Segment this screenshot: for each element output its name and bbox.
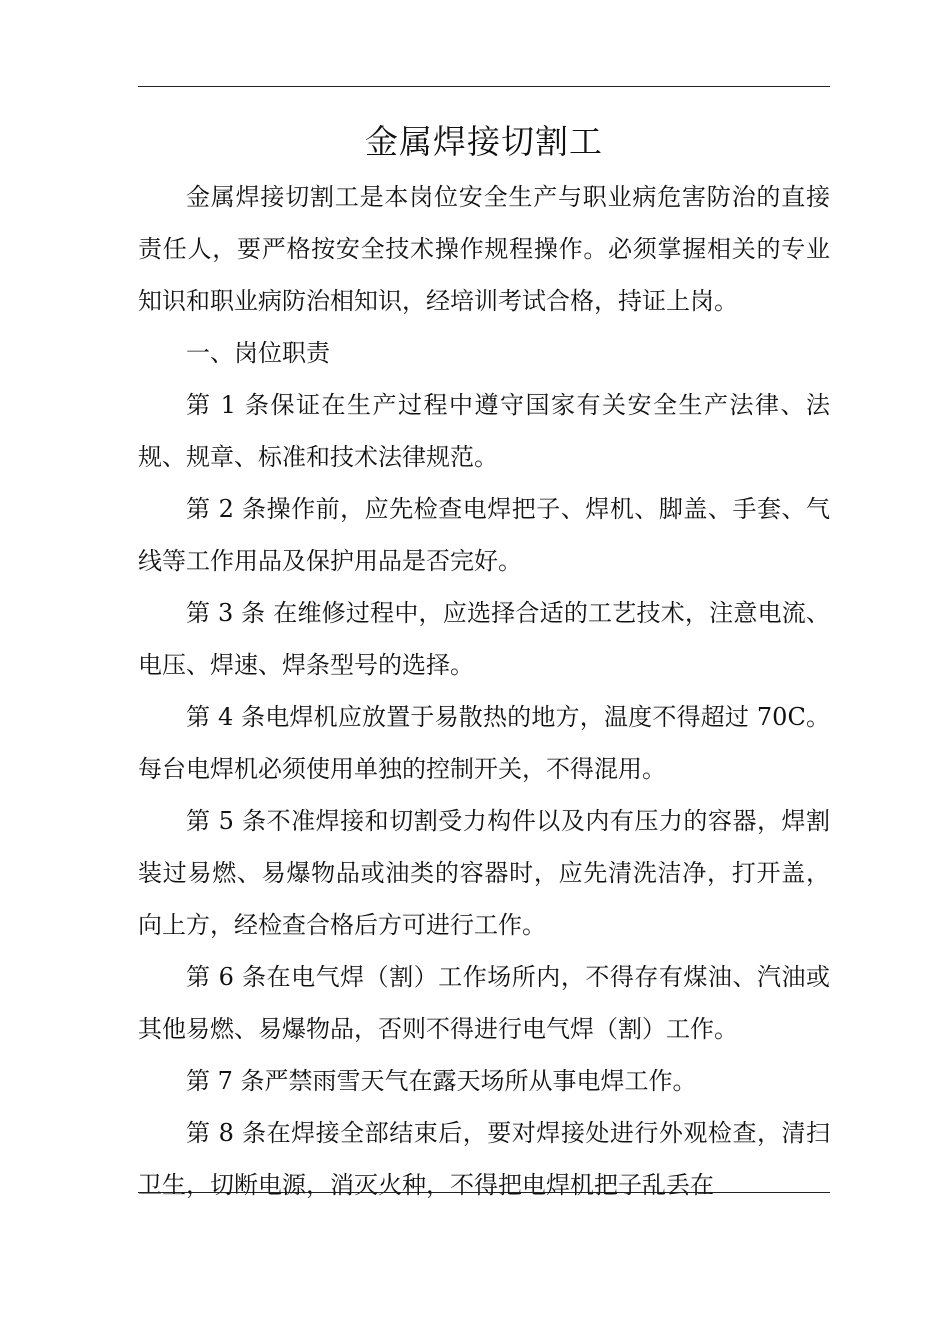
article-8: 第 8 条在焊接全部结束后，要对焊接处进行外观检查，清扫卫生，切断电源，消灭火种，不得把电焊机把子乱丢在 [138, 1119, 830, 1199]
article-1: 第 1 条保证在生产过程中遵守国家有关安全生产法律、法规、规章、标准和技术法律规范。 [138, 391, 830, 471]
footer-rule [138, 1192, 830, 1193]
article-2: 第 2 条操作前，应先检查电焊把子、焊机、脚盖、手套、气线等工作用品及保护用品是否完好。 [138, 495, 830, 575]
document-body [138, 171, 830, 1211]
section-heading: 一、岗位职责 [186, 339, 330, 367]
article-7: 第 7 条严禁雨雪天气在露天场所从事电焊工作。 [186, 1067, 697, 1095]
intro-paragraph: 金属焊接切割工是本岗位安全生产与职业病危害防治的直接责任人，要严格按安全技术操作规程操作。必须掌握相关的专业知识和职业病防治相知识，经培训考试合格，持证上岗。 [138, 183, 830, 315]
article-4: 第 4 条电焊机应放置于易散热的地方，温度不得超过 70C。每台电焊机必须使用单独的控制开关，不得混用。 [138, 703, 830, 783]
document-title: 金属焊接切割工 [365, 122, 603, 161]
header-rule [138, 86, 830, 87]
article-6: 第 6 条在电气焊（割）工作场所内，不得存有煤油、汽油或其他易燃、易爆物品，否则不得进行电气焊（割）工作。 [138, 963, 830, 1043]
article-5: 第 5 条不准焊接和切割受力构件以及内有压力的容器，焊割装过易燃、易爆物品或油类的容器时，应先清洗洁净，打开盖，向上方，经检查合格后方可进行工作。 [138, 807, 830, 939]
article-3: 第 3 条 在维修过程中，应选择合适的工艺技术，注意电流、电压、焊速、焊条型号的选择。 [138, 599, 830, 679]
